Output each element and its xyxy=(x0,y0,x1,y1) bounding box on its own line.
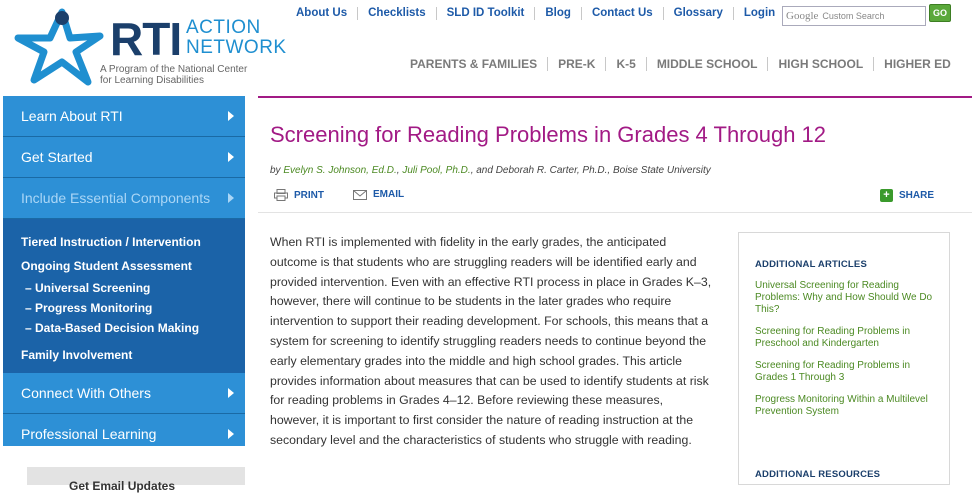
sidebar-item-label: Professional Learning xyxy=(21,426,157,442)
star-logo-icon xyxy=(14,8,104,88)
search-placeholder: Custom Search xyxy=(822,11,885,21)
byline-prefix: by xyxy=(270,165,284,176)
sidebar-item-learn-about-rti[interactable] xyxy=(3,96,245,137)
nav-checklists[interactable]: Checklists xyxy=(357,7,436,20)
logo-network-text: NETWORK xyxy=(186,37,287,58)
chevron-right-icon xyxy=(228,152,234,162)
sidebar-item-get-started[interactable] xyxy=(3,137,245,178)
google-logo: Google xyxy=(786,10,819,22)
search-go-button[interactable]: GO xyxy=(929,4,951,22)
author-link-pool[interactable]: Juli Pool, Ph.D. xyxy=(402,165,471,176)
printer-icon xyxy=(274,189,288,201)
page-title: Screening for Reading Problems in Grades 4 Through 12 xyxy=(270,122,827,147)
share-label: SHARE xyxy=(899,190,935,201)
envelope-icon xyxy=(353,190,367,200)
nav-blog[interactable]: Blog xyxy=(534,7,581,20)
search-input[interactable] xyxy=(782,6,926,26)
nav-k-5[interactable]: K-5 xyxy=(605,57,645,71)
email-updates-box[interactable] xyxy=(27,467,245,493)
article-tools xyxy=(270,186,940,206)
sidebar-item-label: Learn About RTI xyxy=(21,108,123,124)
sidebar-item-include-essential-components[interactable] xyxy=(3,178,245,219)
related-article-link[interactable]: Progress Monitoring Within a Multilevel Prevention System xyxy=(755,394,928,417)
sidebar-bottom xyxy=(3,446,245,493)
additional-articles-heading: ADDITIONAL ARTICLES xyxy=(755,259,867,270)
nav-higher-ed[interactable]: HIGHER ED xyxy=(873,57,961,71)
sidebar-sub-ongoing-assessment[interactable]: Ongoing Student Assessment xyxy=(21,259,192,273)
email-label: EMAIL xyxy=(373,189,405,200)
email-button[interactable] xyxy=(353,189,404,200)
related-article-link[interactable]: Screening for Reading Problems in Grades 1 Through 3 xyxy=(755,360,911,383)
sidebar-submenu xyxy=(3,219,245,373)
chevron-right-icon xyxy=(228,193,234,203)
additional-resources-heading: ADDITIONAL RESOURCES xyxy=(755,469,881,480)
article-body: When RTI is implemented with fidelity in the early grades, the anticipated outcome is that students who are struggling readers will be identified early and provided intervention. Even with an effective RTI process in place in Grades K–3, however, there will continue to be students in the later grades who require intervention to support their reading development. For schools, this means that a system for screening to identify struggling readers needs to continue beyond the early elementary grades into the middle and high school grades. This article provides information about measures that can be used to identify students at risk for reading problems in Grades 4–12. Before reviewing these measures, however, it is important to first consider the nature of reading instruction at the secondary level and the characteristics of students who struggle with reading. xyxy=(270,235,712,447)
sidebar-sub-tiered-instruction[interactable]: Tiered Instruction / Intervention xyxy=(21,235,201,249)
nav-sld-id-toolkit[interactable]: SLD ID Toolkit xyxy=(436,7,535,20)
logo-tagline: A Program of the National Center xyxy=(100,64,248,75)
byline-rest: , and Deborah R. Carter, Ph.D., Boise State University xyxy=(470,165,711,176)
chevron-right-icon xyxy=(228,429,234,439)
byline-separator: , xyxy=(396,165,403,176)
sidebar-item-label: Get Started xyxy=(21,149,93,165)
nav-pre-k[interactable]: PRE-K xyxy=(547,57,605,71)
nav-about-us[interactable]: About Us xyxy=(296,7,348,19)
related-article-link[interactable]: Screening for Reading Problems in Preschool and Kindergarten xyxy=(755,326,911,349)
nav-glossary[interactable]: Glossary xyxy=(663,7,733,20)
sidebar-sub-universal-screening[interactable]: – Universal Screening xyxy=(25,281,151,295)
logo-rti-text: RTI xyxy=(110,13,182,65)
related-article-link[interactable]: Universal Screening for Reading Problems: Why and How Should We Do This? xyxy=(755,280,933,315)
byline xyxy=(270,165,711,176)
logo-action-text: ACTION xyxy=(186,17,261,38)
sidebar-sub-family-involvement[interactable]: Family Involvement xyxy=(21,348,133,362)
print-label: PRINT xyxy=(294,189,324,201)
author-link-johnson[interactable]: Evelyn S. Johnson, Ed.D. xyxy=(283,165,397,176)
sidebar-item-label: Connect With Others xyxy=(21,385,151,401)
nav-parents-families[interactable]: PARENTS & FAMILIES xyxy=(410,57,538,71)
sidebar xyxy=(3,96,245,493)
nav-contact-us[interactable]: Contact Us xyxy=(581,7,663,20)
nav-login[interactable]: Login xyxy=(733,7,785,20)
chevron-right-icon xyxy=(228,111,234,121)
sidebar-sub-data-based-decision[interactable]: – Data-Based Decision Making xyxy=(25,321,200,335)
content-divider xyxy=(258,96,972,98)
sidebar-item-label: Include Essential Components xyxy=(21,190,211,206)
audience-nav xyxy=(400,57,961,71)
print-button[interactable] xyxy=(274,189,324,201)
logo-tagline-2: for Learning Disabilities xyxy=(100,75,204,86)
sidebar-sub-progress-monitoring[interactable]: – Progress Monitoring xyxy=(25,301,153,315)
nav-middle-school[interactable]: MIDDLE SCHOOL xyxy=(646,57,768,71)
share-button[interactable] xyxy=(880,189,934,202)
tools-divider xyxy=(258,212,972,213)
sidebar-item-connect-with-others[interactable] xyxy=(3,373,245,414)
email-updates-label: Get Email Updates xyxy=(69,479,176,493)
site-logo[interactable] xyxy=(14,4,287,88)
chevron-right-icon xyxy=(228,388,234,398)
additional-articles-box xyxy=(738,232,950,485)
top-nav xyxy=(284,7,785,20)
nav-high-school[interactable]: HIGH SCHOOL xyxy=(767,57,873,71)
plus-icon: + xyxy=(880,189,893,202)
